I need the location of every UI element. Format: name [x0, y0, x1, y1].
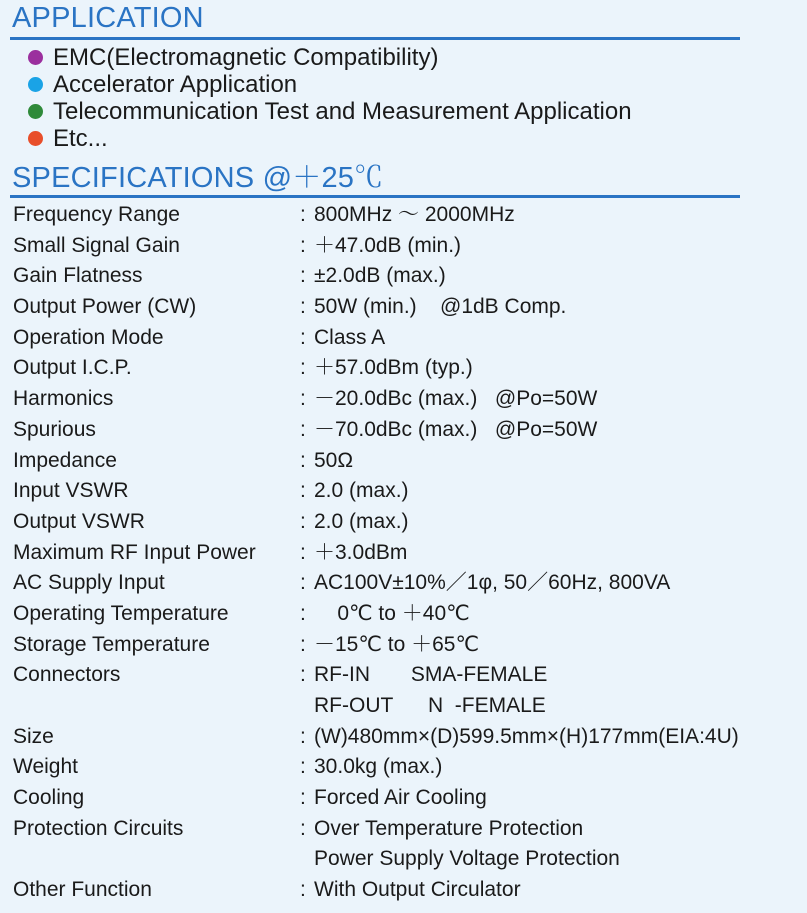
- spec-colon: :: [300, 325, 306, 349]
- bullet-dot-icon: [28, 77, 43, 92]
- spec-row: [13, 323, 739, 354]
- spec-label: Cooling: [13, 786, 85, 810]
- spec-colon: :: [300, 878, 306, 902]
- spec-row: [13, 722, 739, 753]
- spec-row: [13, 875, 739, 906]
- spec-colon: :: [300, 755, 306, 779]
- spec-colon: :: [300, 448, 306, 472]
- spec-value: Power Supply Voltage Protection: [314, 847, 620, 871]
- spec-label: Input VSWR: [13, 479, 129, 503]
- spec-value: (W)480mm×(D)599.5mm×(H)177mm(EIA:4U): [314, 724, 739, 748]
- spec-row: [13, 231, 739, 262]
- spec-colon: :: [300, 601, 306, 625]
- spec-label: Storage Temperature: [13, 632, 210, 656]
- application-list: [28, 44, 632, 152]
- spec-row: [13, 538, 739, 569]
- spec-colon: :: [300, 387, 306, 411]
- spec-colon: :: [300, 816, 306, 840]
- spec-label: Size: [13, 724, 54, 748]
- spec-label: Gain Flatness: [13, 264, 143, 288]
- application-item: [28, 71, 632, 98]
- spec-row: [13, 599, 739, 630]
- spec-label: Operation Mode: [13, 325, 164, 349]
- application-title: APPLICATION: [12, 2, 204, 34]
- spec-label: Maximum RF Input Power: [13, 540, 256, 564]
- spec-label: Impedance: [13, 448, 117, 472]
- spec-value: Over Temperature Protection: [314, 816, 584, 840]
- spec-value: Class A: [314, 325, 386, 349]
- spec-row: [13, 783, 739, 814]
- spec-value: －70.0dBc (max.) @Po=50W: [314, 417, 598, 441]
- spec-row: [13, 691, 739, 722]
- spec-colon: [300, 844, 314, 875]
- spec-label: Operating Temperature: [13, 601, 229, 625]
- spec-value: 800MHz ～ 2000MHz: [314, 203, 515, 226]
- spec-value: 2.0 (max.): [314, 509, 409, 533]
- spec-colon: :: [300, 417, 306, 441]
- spec-row: [13, 568, 739, 599]
- spec-row: [13, 660, 739, 691]
- application-item-label: Etc...: [53, 125, 108, 152]
- spec-label: Output VSWR: [13, 509, 145, 533]
- specifications-table: [13, 200, 739, 906]
- spec-row: [13, 476, 739, 507]
- spec-row: [13, 446, 739, 477]
- spec-value: ＋3.0dBm: [314, 540, 408, 564]
- application-item: [28, 44, 632, 71]
- spec-row: [13, 200, 739, 231]
- spec-row: [13, 292, 739, 323]
- spec-row: [13, 415, 739, 446]
- spec-row: [13, 353, 739, 384]
- spec-value: RF-IN SMA-FEMALE: [314, 663, 548, 687]
- spec-row: [13, 507, 739, 538]
- spec-colon: [300, 691, 314, 722]
- spec-label: Output Power (CW): [13, 295, 197, 319]
- spec-colon: :: [300, 356, 306, 380]
- spec-value: 2.0 (max.): [314, 479, 409, 503]
- spec-row: [13, 844, 739, 875]
- spec-colon: :: [300, 295, 306, 319]
- application-item-label: Telecommunication Test and Measurement Application: [53, 98, 632, 125]
- spec-colon: :: [300, 571, 306, 595]
- spec-label: Spurious: [13, 417, 96, 441]
- spec-label: Other Function: [13, 878, 152, 902]
- spec-label: [13, 844, 300, 875]
- specifications-divider: [10, 195, 740, 198]
- spec-label: Small Signal Gain: [13, 233, 180, 257]
- specifications-title: SPECIFICATIONS @＋25℃: [12, 162, 384, 194]
- spec-colon: :: [300, 663, 306, 687]
- spec-value: 30.0kg (max.): [314, 755, 443, 779]
- bullet-dot-icon: [28, 131, 43, 146]
- application-divider: [10, 37, 740, 40]
- spec-label: Weight: [13, 755, 78, 779]
- bullet-dot-icon: [28, 50, 43, 65]
- application-item: [28, 125, 632, 152]
- spec-colon: :: [300, 540, 306, 564]
- application-item-label: EMC(Electromagnetic Compatibility): [53, 44, 439, 71]
- spec-value: 0℃ to ＋40℃: [314, 601, 470, 625]
- spec-label: AC Supply Input: [13, 571, 165, 595]
- spec-label: Harmonics: [13, 387, 114, 411]
- spec-value: With Output Circulator: [314, 878, 521, 902]
- spec-label: Output I.C.P.: [13, 356, 132, 380]
- spec-colon: :: [300, 786, 306, 810]
- spec-value: ±2.0dB (max.): [314, 264, 446, 288]
- spec-value: AC100V±10%／1φ, 50／60Hz, 800VA: [314, 571, 671, 595]
- spec-colon: :: [300, 203, 306, 226]
- spec-colon: :: [300, 509, 306, 533]
- spec-label: Protection Circuits: [13, 816, 184, 840]
- spec-value: RF-OUT N -FEMALE: [314, 694, 546, 717]
- spec-colon: :: [300, 479, 306, 503]
- spec-row: [13, 752, 739, 783]
- spec-value: Forced Air Cooling: [314, 786, 487, 810]
- spec-label: Frequency Range: [13, 203, 180, 226]
- application-item: [28, 98, 632, 125]
- spec-label: Connectors: [13, 663, 121, 687]
- spec-value: 50Ω: [314, 448, 354, 472]
- spec-value: ＋47.0dB (min.): [314, 233, 462, 257]
- application-item-label: Accelerator Application: [53, 71, 298, 98]
- spec-row: [13, 261, 739, 292]
- spec-colon: :: [300, 264, 306, 288]
- spec-row: [13, 384, 739, 415]
- spec-label: [13, 691, 300, 722]
- bullet-dot-icon: [28, 104, 43, 119]
- spec-value: 50W (min.) @1dB Comp.: [314, 295, 567, 319]
- spec-colon: :: [300, 724, 306, 748]
- spec-colon: :: [300, 233, 306, 257]
- spec-value: ＋57.0dBm (typ.): [314, 356, 473, 380]
- spec-row: [13, 630, 739, 661]
- spec-value: －20.0dBc (max.) @Po=50W: [314, 387, 598, 411]
- spec-row: [13, 814, 739, 845]
- spec-colon: :: [300, 632, 306, 656]
- spec-value: －15℃ to ＋65℃: [314, 632, 480, 656]
